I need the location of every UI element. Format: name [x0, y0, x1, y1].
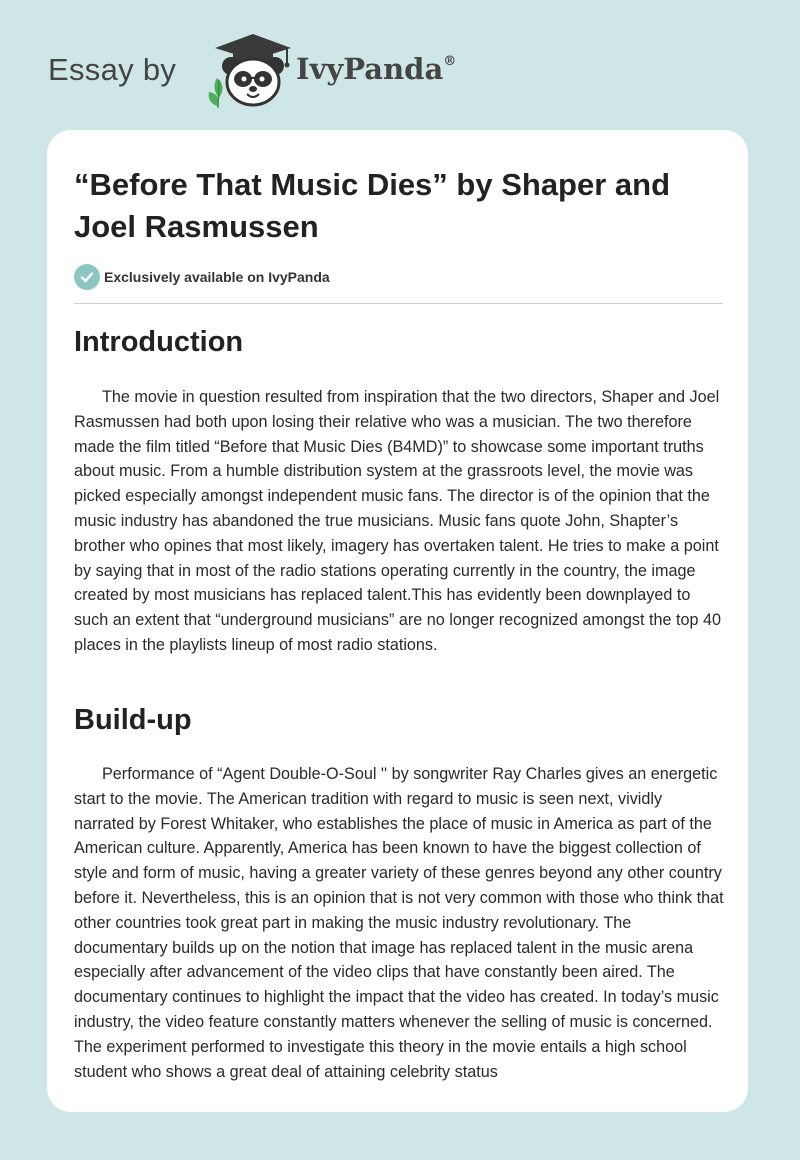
section-paragraph-build-up: Performance of “Agent Double-O-Soul '' by songwriter Ray Charles gives an energetic start to the movie. The American tradition with regard to music is seen next, vividly narrated by Forest Whitaker, who establishes the place of music in America as part of the American culture. Apparently, America has been known to have the biggest collection of style and form of music, having a greater variety of these genres beyond any other country before it. Nevertheless, this is an opinion that is not very common with those who think that other countries took great part in making the music industry revolutionary. The documentary builds up on the notion that image has replaced talent in the music arena especially after advancement of the video clips that have constantly been aired. The documentary continues to highlight the impact that the video has created. In today’s music industry, the video feature constantly matters whenever the selling of music is concerned. The experiment performed to investigate this theory in the movie entails a high school student who shows a great deal of attaining celebrity status [74, 765, 724, 1081]
section-paragraph-introduction: The movie in question resulted from inspiration that the two directors, Shaper and Joel Rasmussen had both upon losing their relative who was a musician. The two therefore made the film titled “Before that Music Dies (B4MD)” to showcase some important truths about music. From a humble distribution system at the grassroots level, the movie was picked especially amongst independent music fans. The director is of the opinion that the music industry has abandoned the true musicians. Music fans quote John, Shapter’s brother who opines that most likely, imagery has overtaken talent. He tries to make a point by saying that in most of the radio stations operating currently in the country, the image created by most musicians has replaced talent.This has evidently been downplayed to such an extent that “underground musicians” are no longer recognized amongst the top 40 places in the playlists lineup of most radio stations. [74, 388, 722, 654]
divider [74, 303, 723, 304]
page-title: “Before That Music Dies” by Shaper and Joel Rasmussen [74, 167, 671, 244]
section-heading-build-up: Build-up [74, 704, 192, 736]
exclusive-label: Exclusively available on IvyPanda [104, 269, 330, 285]
exclusive-badge [74, 263, 330, 291]
essay-by-label: Essay by [48, 52, 177, 87]
essay-card [47, 130, 748, 1112]
site-header [48, 30, 748, 110]
brand-name[interactable]: IvyPanda® [296, 52, 457, 86]
panda-logo-icon[interactable] [203, 30, 303, 110]
leaf-icon [209, 78, 223, 108]
section-heading-introduction: Introduction [74, 326, 244, 358]
check-icon [74, 264, 100, 290]
